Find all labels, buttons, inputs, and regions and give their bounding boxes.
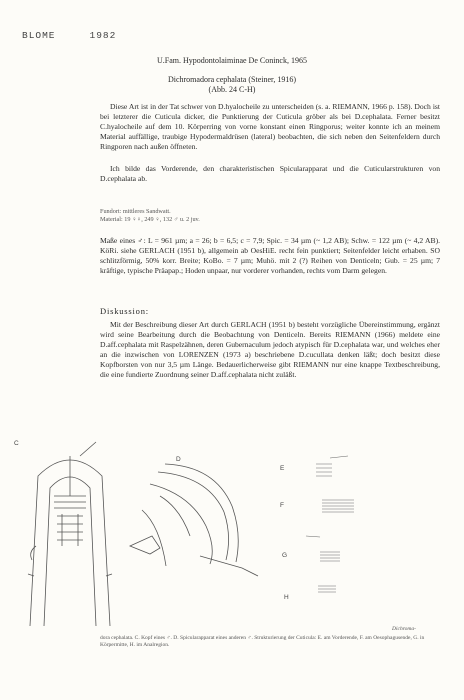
figure-label-d: D — [176, 456, 181, 463]
discussion-heading: Diskussion: — [100, 306, 149, 316]
species-title: Dichromadora cephalata (Steiner, 1916) — [167, 75, 297, 84]
measurements-paragraph: Maße eines ♂: L = 961 µm; a = 26; b = 6,5; c = 7,9; Spic. = 34 µm (~ 1,2 AB); Schw. = 122 µm (~ 4,2 AB). KöRi. siehe GERLACH (1951 b), allgemein ab OesHiE. recht fein punktiert; Seitenfelder leicht erhaben. SO schlitzförmig, 50% korr. Breite; KoBo. = 7 µm; Muhö. mit 2 (?) Reihen von Denticeln; Gub. = 25 µm; 7 kräftige, typische Präapap.; Hoden unpaar, nur vorderer vorhanden, rechts vom Darm gelegen. — [100, 236, 440, 275]
fundort: Fundort: mittleres Sandwatt. — [100, 208, 171, 215]
figure-label-h: H — [284, 594, 289, 601]
figure-d-spicule-drawing — [130, 464, 258, 576]
figure-label-f: F — [280, 502, 284, 509]
material: Material: 19 ♀♀, 249 ♀, 132 ♂ u. 2 juv. — [100, 216, 200, 223]
figure-e-cuticle-drawing — [316, 456, 348, 476]
species-figure-ref: (Abb. 24 C-H) — [208, 85, 256, 94]
figure-label-c: C — [14, 440, 19, 447]
header-author: BLOME — [22, 30, 56, 41]
figure-f-cuticle-drawing — [322, 500, 354, 512]
figure-plate — [10, 436, 454, 626]
discussion-paragraph: Mit der Beschreibung dieser Art durch GERLACH (1951 b) besteht vorzügliche Übereinstimmung, ergänzt wird seine Bearbeitung durch die Beobachtung von Denticeln. Bereits RIEMANN (1966) meldete eine D.aff.cephalata mit Raspelzähnen, deren Gubernaculum jedoch atypisch für D.cephalata war, und welches eher an die inzwischen von LORENZEN (1973 a) beschriebene D.cucullata denken läßt; doch besitzt diese Kopfborsten von nur 3,5 µm Länge. Bedauerlicherweise gibt RIEMANN nur eine knappe Textbeschreibung, die eine fundierte Zuordnung seiner D.aff.cephalata nicht zuläßt. — [100, 320, 440, 379]
figure-label-g: G — [282, 552, 288, 559]
figure-label-e: E — [280, 465, 285, 472]
figure-drawing — [10, 436, 454, 626]
figure-caption: dora cephalata. C. Kopf eines ♂. D. Spicularapparat eines anderen ♂. Strukturierung der Cuticula: E. am Vorderende, F. am Oesophagusende, G. in Körpermitte, H. im Analregion. — [100, 635, 425, 648]
page-header — [22, 30, 150, 41]
figure-h-cuticle-drawing — [318, 586, 336, 592]
intro-paragraph-2: Ich bilde das Vorderende, den charakteristischen Spicularapparat und die Cuticularstrukturen von D.cephalata ab. — [100, 164, 440, 183]
intro-paragraph-1: Diese Art ist in der Tat schwer von D.hyalocheile zu unterscheiden (s. a. RIEMANN, 1966 p. 158). Doch ist bei letzterer die Cuticula dicker, die Punktierung der Cuticula gröber als bei D.cephalata. Ferner besitzt C.hyalocheile auf dem 10. Körperring von vorne konstant einen Ringporus; weiter konnte ich an meinem Material auffällige, traubige Hypodermaldrüsen (lateral) beobachten, die sich neben den Seitenfeldern durch Ringporen nach außen öffneten. — [100, 102, 440, 151]
figure-g-cuticle-drawing — [306, 536, 340, 561]
caption-right-fragment: Dichroma- — [392, 626, 416, 632]
figure-c-head-drawing — [28, 442, 112, 626]
family-line: U.Fam. Hypodontolaiminae De Coninck, 1965 — [157, 56, 307, 65]
header-year: 1982 — [89, 30, 117, 41]
